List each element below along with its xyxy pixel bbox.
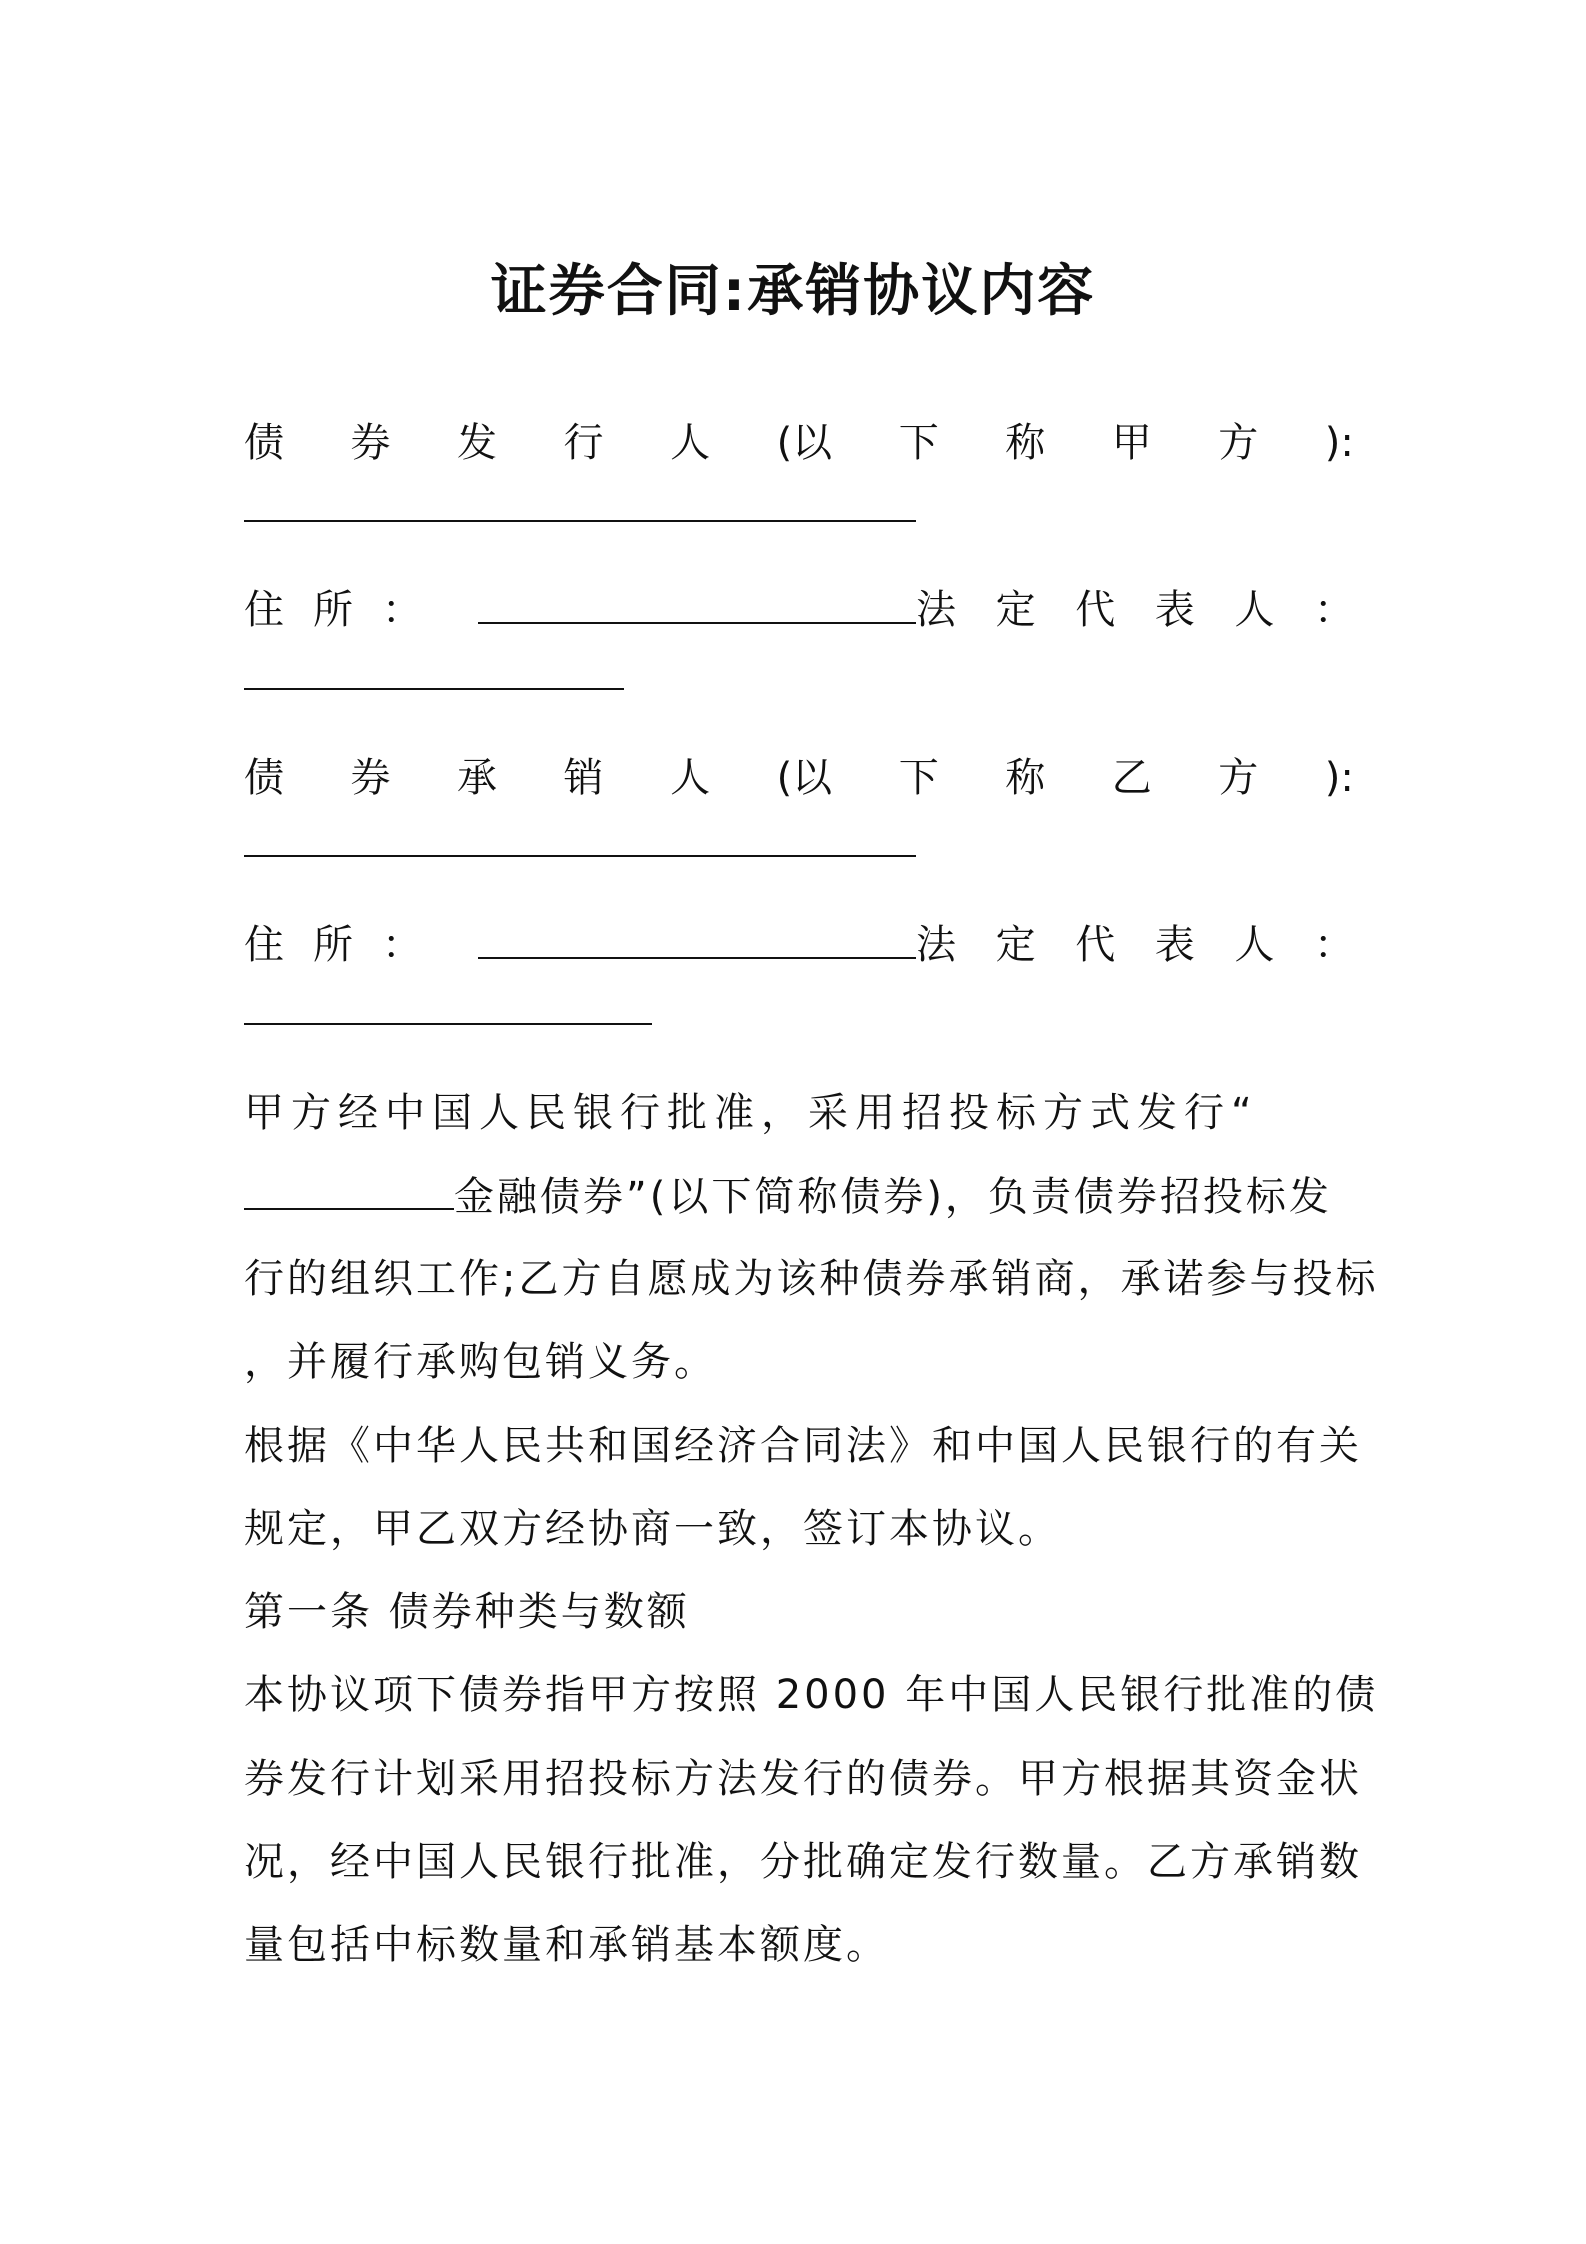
body-paragraph-line bbox=[244, 1168, 1354, 1225]
article-heading: 第一条 债券种类与数额 bbox=[244, 1589, 690, 1635]
label-char: 方 bbox=[1218, 420, 1259, 466]
label-char: (以 bbox=[776, 755, 833, 801]
party-a-rep-blank bbox=[244, 648, 1354, 705]
label-char: 表 bbox=[1154, 587, 1195, 633]
label-char: 人 bbox=[1234, 587, 1275, 633]
label-char: 所 bbox=[313, 587, 353, 633]
label-char: 销 bbox=[563, 755, 604, 801]
party-a-name-blank bbox=[244, 480, 1354, 537]
body-paragraph-line: 券发行计划采用招投标方法发行的债券。甲方根据其资金状 bbox=[244, 1756, 1362, 1802]
label-char: 乙 bbox=[1111, 755, 1152, 801]
body-paragraph-line: 行的组织工作;乙方自愿成为该种债券承销商，承诺参与投标 bbox=[244, 1256, 1379, 1302]
label-char: 发 bbox=[457, 420, 498, 466]
party-b-name-blank bbox=[244, 815, 1354, 872]
blank-line bbox=[244, 1168, 454, 1210]
label-char: 定 bbox=[995, 587, 1036, 633]
label-char: 所 bbox=[313, 922, 353, 968]
blank-line bbox=[244, 648, 624, 690]
label-char: 承 bbox=[457, 755, 498, 801]
label-char: 称 bbox=[1005, 420, 1046, 466]
label-char: 称 bbox=[1005, 755, 1046, 801]
label-char: 下 bbox=[898, 755, 939, 801]
label-char: 法 bbox=[916, 922, 956, 968]
address-label bbox=[244, 917, 422, 973]
label-char: ): bbox=[1324, 420, 1354, 466]
label-char: 券 bbox=[350, 755, 391, 801]
label-char: ： bbox=[1313, 587, 1354, 633]
party-b-rep-blank bbox=[244, 983, 1354, 1040]
party-b-label bbox=[244, 750, 1354, 806]
label-char: 表 bbox=[1154, 922, 1195, 968]
label-char: (以 bbox=[776, 420, 833, 466]
label-char: 债 bbox=[244, 420, 284, 466]
document-title: 证券合同:承销协议内容 bbox=[490, 259, 1096, 324]
label-char: 定 bbox=[995, 922, 1036, 968]
label-char: 住 bbox=[244, 587, 284, 633]
address-blank bbox=[478, 917, 916, 959]
label-char: 代 bbox=[1075, 587, 1116, 633]
body-paragraph-line: 量包括中标数量和承销基本额度。 bbox=[244, 1922, 889, 1968]
label-char: ： bbox=[382, 587, 422, 633]
label-char: 住 bbox=[244, 922, 284, 968]
label-char: 人 bbox=[670, 755, 711, 801]
label-char: 人 bbox=[670, 420, 711, 466]
body-paragraph-line: 根据《中华人民共和国经济合同法》和中国人民银行的有关 bbox=[244, 1423, 1362, 1469]
label-char: 债 bbox=[244, 755, 284, 801]
label-char: 法 bbox=[916, 587, 956, 633]
legal-rep-label bbox=[916, 582, 1354, 638]
party-a-label bbox=[244, 415, 1354, 471]
label-char: ： bbox=[382, 922, 422, 968]
label-char: 下 bbox=[898, 420, 939, 466]
body-paragraph-line: 甲方经中国人民银行批准，采用招投标方式发行“ bbox=[244, 1090, 1259, 1136]
body-paragraph-line: 本协议项下债券指甲方按照 2000 年中国人民银行批准的债 bbox=[244, 1672, 1379, 1718]
legal-rep-label bbox=[916, 917, 1354, 973]
label-char: 甲 bbox=[1111, 420, 1152, 466]
body-paragraph-line: ，并履行承购包销义务。 bbox=[244, 1339, 717, 1385]
label-char: 代 bbox=[1075, 922, 1116, 968]
label-char: 方 bbox=[1218, 755, 1259, 801]
blank-line bbox=[244, 815, 916, 857]
label-char: 行 bbox=[563, 420, 604, 466]
paragraph-text: 金融债券”(以下简称债券)，负责债券招投标发 bbox=[454, 1174, 1332, 1220]
label-char: 券 bbox=[350, 420, 391, 466]
label-char: ): bbox=[1324, 755, 1354, 801]
body-paragraph-line: 况，经中国人民银行批准，分批确定发行数量。乙方承销数 bbox=[244, 1839, 1362, 1885]
body-paragraph-line: 规定，甲乙双方经协商一致，签订本协议。 bbox=[244, 1506, 1061, 1552]
blank-line bbox=[244, 983, 652, 1025]
blank-line bbox=[244, 480, 916, 522]
address-blank bbox=[478, 582, 916, 624]
label-char: 人 bbox=[1234, 922, 1275, 968]
address-label bbox=[244, 582, 422, 638]
label-char: ： bbox=[1313, 922, 1354, 968]
